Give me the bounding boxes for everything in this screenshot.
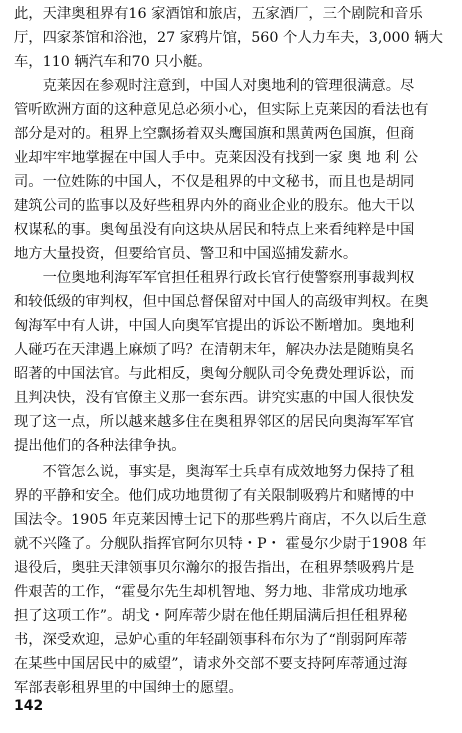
- text-line: 书，深受欢迎，忌妒心重的年轻副领事科布尔为了“削弱阿库蒂: [14, 632, 408, 648]
- text-line: 业却牢牢地掌握在中国人手中。克莱因没有找到一家 奥 地 利 公: [14, 150, 419, 166]
- text-line: 担了这项工作”。胡戈・阿库蒂少尉在他任期届满后担任租界秘: [14, 608, 408, 624]
- text-line: 建筑公司的监事以及好些租界内外的商业企业的股东。他大干以: [14, 198, 415, 214]
- text-line: 和较低级的审判权，但中国总督保留对中国人的高级审判权。在奥: [14, 294, 429, 310]
- text-line: 退役后，奥驻天津领事贝尔瀚尔的报告指出，在租界禁吸鸦片是: [14, 560, 415, 576]
- text-line: 权谋私的事。奥匈虽没有向这块从居民和特点上来看纯粹是中国: [14, 222, 415, 238]
- text-line: 司。一位姓陈的中国人，不仅是租界的中文秘书，而且也是胡同: [14, 174, 415, 190]
- text-line: 现了这一点，所以越来越多住在奥租界邻区的居民向奥海军军官: [14, 414, 415, 430]
- text-line: 国法令。1905 年克莱因博士记下的那些鸦片商店，不久以后生意: [14, 512, 427, 528]
- text-line: 车，110 辆汽车和70 只小艇。: [14, 54, 212, 70]
- text-line: 管听欧洲方面的这种意见总必须小心，但实际上克莱因的看法也有: [14, 102, 429, 118]
- page-number: 142: [14, 698, 44, 714]
- text-line: 界的平静和安全。他们成功地贯彻了有关限制吸鸦片和赌博的中: [14, 488, 415, 504]
- text-line: 厅，四家茶馆和浴池，27 家鸦片馆，560 个人力车夫，3,000 辆大: [14, 30, 443, 46]
- text-line: 此，天津奥租界有16 家酒馆和旅店，五家酒厂，三个剧院和音乐: [14, 6, 423, 22]
- text-line: 匈海军中有人讲，中国人向奥军官提出的诉讼不断增加。奥地利: [14, 318, 415, 334]
- text-line: 部分是对的。租界上空飘扬着双头鹰国旗和黑黄两色国旗，但商: [14, 126, 415, 142]
- text-line: 不管怎么说，事实是，奥海军士兵卓有成效地努力保持了租: [14, 464, 415, 480]
- text-line: 件艰苦的工作，“霍曼尔先生却机智地、努力地、非常成功地承: [14, 584, 408, 600]
- text-line: 军部表彰租界里的中国绅士的愿望。: [14, 680, 243, 696]
- text-line: 昭著的中国法官。与此相反，奥匈分舰队司令免费处理诉讼，而: [14, 366, 415, 382]
- text-line: 且判决快，没有官僚主义那一套东西。讲究实惠的中国人很快发: [14, 390, 415, 406]
- text-line: 就不兴隆了。分舰队指挥官阿尔贝特・P・ 霍曼尔少尉于1908 年: [14, 536, 427, 552]
- text-line: 一位奥地利海军军官担任租界行政长官行使警察刑事裁判权: [14, 270, 415, 286]
- text-line: 克莱因在参观时注意到，中国人对奥地利的管理很满意。尽: [14, 78, 415, 94]
- text-line: 人碰巧在天津遇上麻烦了吗？在清朝末年，解决办法是随贿臭名: [14, 342, 415, 358]
- text-line: 地方大量投资，但要给官员、警卫和中国巡捕发薪水。: [14, 246, 358, 262]
- text-line: 提出他们的各种法律争执。: [14, 438, 186, 454]
- text-line: 在某些中国居民中的威望”，请求外交部不要支持阿库蒂通过海: [14, 656, 408, 672]
